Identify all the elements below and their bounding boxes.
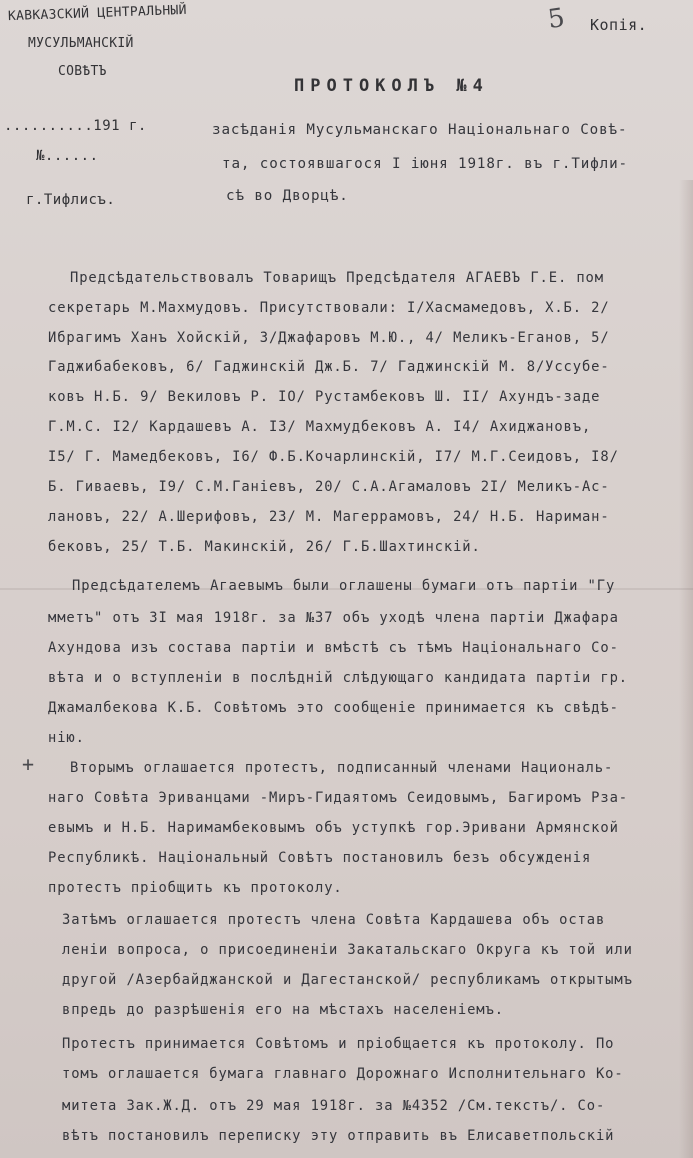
body-line: Г.М.С. I2/ Кардашевъ А. I3/ Махмудбековъ А. I4/ Ахиджановъ, <box>48 419 592 435</box>
body-line: I5/ Г. Мамедбековъ, I6/ Ф.Б.Кочарлинскій, I7/ М.Г.Сеидовъ, I8/ <box>48 449 619 465</box>
margin-cross-mark: + <box>22 752 35 776</box>
body-line: другой /Азербайджанской и Дагестанской/ республикамъ открытымъ <box>62 972 633 988</box>
body-line: Ахундова изъ состава партіи и вмѣстѣ съ тѣмъ Національнаго Со- <box>48 640 619 656</box>
paper-edge-shadow <box>679 180 693 1158</box>
body-line: Республикѣ. Національный Совѣтъ постановилъ безъ обсужденія <box>48 850 592 866</box>
org-name-line3: СОВѢТЪ <box>58 64 107 79</box>
body-line: нію. <box>48 730 85 746</box>
body-line: вѣта и о вступленіи в послѣдній слѣдующаго кандидата партіи гр. <box>48 670 629 686</box>
number-line: №...... <box>36 148 99 164</box>
body-line: мметъ" отъ 3I мая 1918г. за №37 объ уходѣ члена партіи Джафара <box>48 610 619 626</box>
body-line: томъ оглашается бумага главнаго Дорожнаго Исполнительнаго Ко- <box>62 1066 624 1082</box>
body-line: Б. Гиваевъ, I9/ С.М.Ганіевъ, 20/ С.А.Агамаловъ 2I/ Меликъ-Ас- <box>48 479 610 495</box>
body-line: ковъ Н.Б. 9/ Векиловъ Р. IO/ Рустамбековъ Ш. II/ Ахундъ-заде <box>48 389 601 405</box>
date-line: ..........191 г. <box>4 118 147 134</box>
body-line: Ибрагимъ Ханъ Хойскій, 3/Джафаровъ М.Ю., 4/ Меликъ-Еганов, 5/ <box>48 330 610 346</box>
body-line: впредь до разрѣшенія его на мѣстахъ населеніемъ. <box>62 1002 504 1018</box>
body-line: евымъ и Н.Б. Наримамбековымъ объ уступкѣ гор.Эривани Армянской <box>48 820 619 836</box>
subtitle-line: та, состоявшагося I іюня 1918г. въ г.Тифли- <box>222 156 628 172</box>
place-line: г.Тифлисъ. <box>26 192 116 208</box>
body-line: вѣтъ постановилъ переписку эту отправить въ Елисаветпольскій <box>62 1128 615 1144</box>
handwritten-number: 5 <box>545 2 567 36</box>
body-line: протестъ пріобщить къ протоколу. <box>48 880 343 896</box>
body-line: Протестъ принимается Совѣтомъ и пріобщается къ протоколу. По <box>62 1036 615 1052</box>
body-line: секретарь М.Махмудовъ. Присутствовали: I/Хасмамедовъ, Х.Б. 2/ <box>48 300 610 316</box>
body-line: бековъ, 25/ Т.Б. Макинскій, 26/ Г.Б.Шахтинскій. <box>48 539 481 555</box>
body-line: Предсѣдателемъ Агаевымъ были оглашены бумаги отъ партіи "Гу <box>72 578 616 594</box>
body-line: Гаджибабековъ, 6/ Гаджинскій Дж.Б. 7/ Гаджинскій М. 8/Уссубе- <box>48 359 610 375</box>
body-line: Джамалбекова К.Б. Совѣтомъ это сообщеніе принимается къ свѣдѣ- <box>48 700 619 716</box>
body-line: наго Совѣта Эриванцами -Миръ-Гидаятомъ Сеидовымъ, Багиромъ Рза- <box>48 790 629 806</box>
org-name-line2: МУСУЛЬМАНСКІЙ <box>28 36 134 51</box>
body-line: Вторымъ оглашается протестъ, подписанный членами Националь- <box>70 760 614 776</box>
subtitle-line: засѣданія Мусульманскаго Національнаго Совѣ- <box>212 122 628 138</box>
body-line: Затѣмъ оглашается протестъ члена Совѣта Кардашева объ остав <box>62 912 606 928</box>
body-line: митета Зак.Ж.Д. отъ 29 мая 1918г. за №4352 /См.текстъ/. Со- <box>62 1098 606 1114</box>
body-line: леніи вопроса, о присоединеніи Закатальскаго Округа къ той или <box>62 942 633 958</box>
body-line: Предсѣдательствовалъ Товарищъ Предсѣдателя АГАЕВЪ Г.Е. пом <box>70 270 604 286</box>
body-line: лановъ, 22/ А.Шерифовъ, 23/ М. Магеррамовъ, 24/ Н.Б. Нариман- <box>48 509 610 525</box>
org-name-line1: КАВКАЗСКИЙ ЦЕНТРАЛЬНЫЙ <box>7 2 188 25</box>
protocol-title: ПРОТОКОЛЪ №4 <box>294 76 489 96</box>
subtitle-line: сѣ во Дворцѣ. <box>226 188 349 204</box>
copy-mark: Копія. <box>590 16 648 34</box>
